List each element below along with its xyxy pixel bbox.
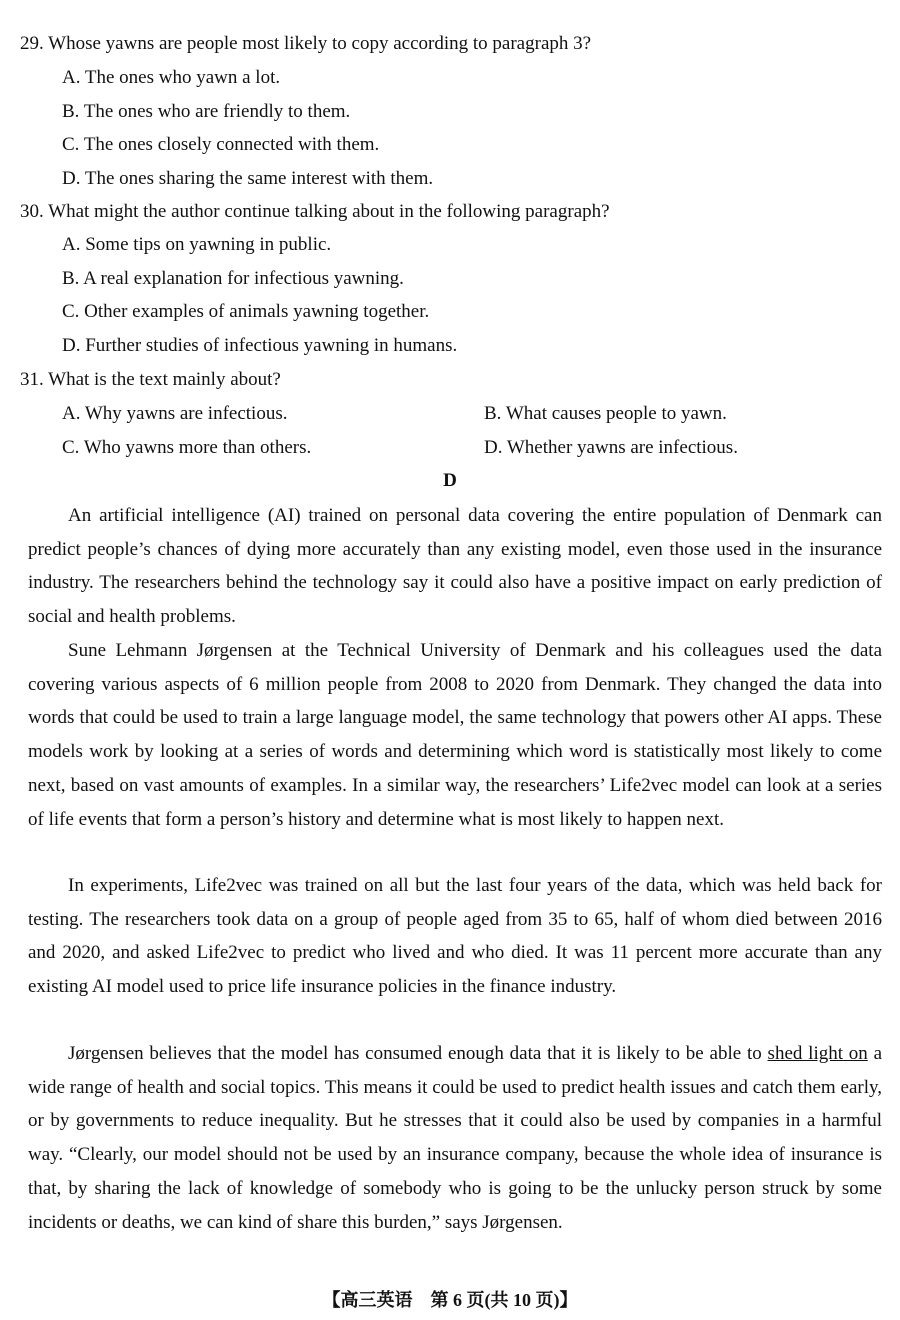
paragraph-4-lead: Jørgensen believes that the model has consumed enough data that it is likely to be able to xyxy=(68,1043,762,1064)
paragraph-3-text: In experiments, Life2vec was trained on all but the last four years of the data, which was held back for testing. The researchers took data on a group of people aged from 35 to 65, half of whom died between 2016 and 2020, and asked Life2vec to predict who lived and who died. It was 11 percent more accurate than any existing AI model used to price life insurance policies in the finance industry. xyxy=(28,875,882,998)
q31-option-d: D. Whether yawns are infectious. xyxy=(484,437,738,458)
q31-option-a: A. Why yawns are infectious. xyxy=(62,403,288,424)
q29-option-b: B. The ones who are friendly to them. xyxy=(62,101,351,122)
page-footer: 【高三英语 第 6 页(共 10 页)】 xyxy=(322,1290,578,1310)
underlined-phrase: shed light on xyxy=(767,1043,868,1064)
section-heading: D xyxy=(443,470,457,491)
q29-option-c: C. The ones closely connected with them. xyxy=(62,134,380,155)
question-31: 31. What is the text mainly about? xyxy=(20,369,281,390)
q29-option-a: A. The ones who yawn a lot. xyxy=(62,67,281,88)
q30-option-a: A. Some tips on yawning in public. xyxy=(62,234,332,255)
passage-paragraph-2 xyxy=(28,634,882,836)
q31-option-c: C. Who yawns more than others. xyxy=(62,437,312,458)
q30-option-b: B. A real explanation for infectious yawning. xyxy=(62,268,404,289)
question-30: 30. What might the author continue talking about in the following paragraph? xyxy=(20,201,610,222)
question-29: 29. Whose yawns are people most likely to copy according to paragraph 3? xyxy=(20,33,592,54)
q31-option-b: B. What causes people to yawn. xyxy=(484,403,727,424)
paragraph-4-rest: a wide range of health and social topics. This means it could be used to predict health issues and catch them early, or by governments to reduce inequality. But he stresses that it could also be used by companies in a harmful way. “Clearly, our model should not be used by an insurance company, because the whole idea of insurance is that, by sharing the lack of knowledge of somebody who is going to be the unlucky person struck by some incidents or deaths, we can kind of share this burden,” says Jørgensen. xyxy=(28,1043,883,1233)
paragraph-1-text: An artificial intelligence (AI) trained on personal data covering the entire population of Denmark can predict people’s chances of dying more accurately than any existing model, even those used in the insurance industry. The researchers behind the technology say it could also have a positive impact on early prediction of social and health problems. xyxy=(28,505,882,628)
passage-paragraph-4 xyxy=(28,1037,882,1239)
passage-paragraph-1 xyxy=(28,499,882,634)
q30-option-c: C. Other examples of animals yawning together. xyxy=(62,301,430,322)
passage-paragraph-3 xyxy=(28,869,882,1004)
q30-option-d: D. Further studies of infectious yawning in humans. xyxy=(62,335,458,356)
q29-option-d: D. The ones sharing the same interest with them. xyxy=(62,168,434,189)
paragraph-2-text: Sune Lehmann Jørgensen at the Technical University of Denmark and his colleagues used the data covering various aspects of 6 million people from 2008 to 2020 from Denmark. They changed the data into words that could be used to train a large language model, the same technology that powers other AI apps. These models work by looking at a series of words and determining which word is statistically most likely to come next, based on vast amounts of examples. In a similar way, the researchers’ Life2vec model can look at a series of life events that form a person’s history and determine what is most likely to happen next. xyxy=(28,640,882,830)
